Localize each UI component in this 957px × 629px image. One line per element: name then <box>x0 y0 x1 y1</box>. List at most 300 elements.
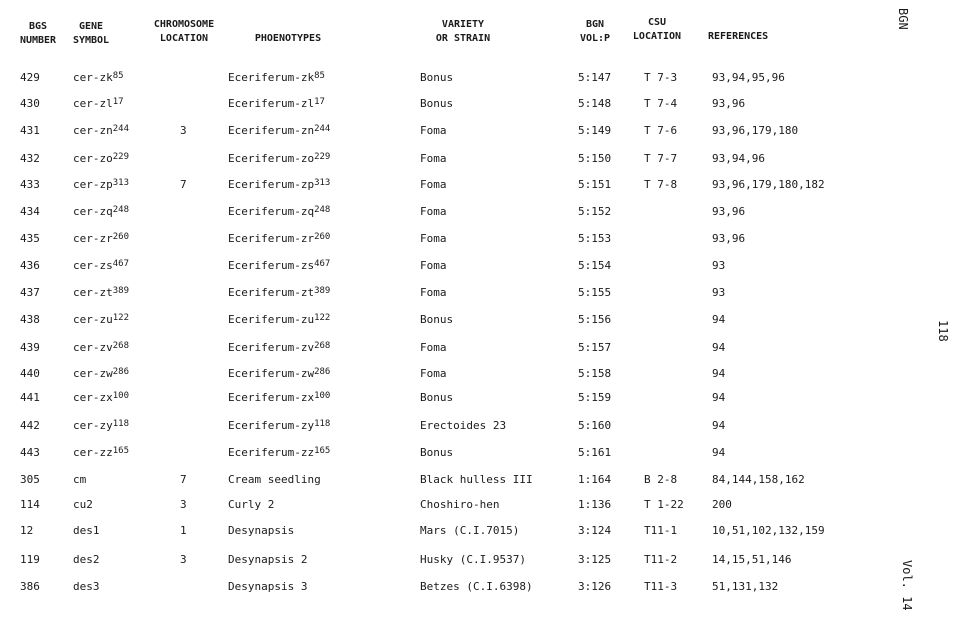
gene-symbol <box>73 580 100 593</box>
gene-symbol-text: cu2 <box>73 498 93 511</box>
bgn-volume-page-text: 5:150 <box>578 152 612 165</box>
phenotype <box>228 259 330 272</box>
phenotype <box>228 473 321 486</box>
bgn-volume-page <box>578 178 611 191</box>
gene-symbol-text: cer-zv <box>73 341 113 354</box>
gene-symbol-text: cer-zz <box>73 446 113 459</box>
header-line: CHROMOSOME <box>153 19 215 30</box>
gene-symbol <box>73 178 129 191</box>
phenotype-allele-superscript: 389 <box>314 286 331 296</box>
gene-symbol-text: cer-zx <box>73 391 113 404</box>
csu-location <box>644 498 684 511</box>
phenotype-allele-superscript: 286 <box>314 367 331 377</box>
variety-strain <box>420 286 447 299</box>
variety-strain <box>420 313 453 326</box>
header-line: OR STRAIN <box>435 33 491 44</box>
gene-symbol <box>73 259 129 272</box>
bgn-volume-page <box>578 367 611 380</box>
bgs-number-text: 434 <box>20 205 40 218</box>
phenotype <box>228 232 330 245</box>
references <box>712 553 791 566</box>
phenotype <box>228 446 330 459</box>
references-text: 94 <box>712 341 726 354</box>
gene-symbol <box>73 286 129 299</box>
chromosome-location-text: 7 <box>180 473 187 486</box>
variety-strain <box>420 391 453 404</box>
bgs-number <box>20 124 40 137</box>
gene-symbol <box>73 232 129 245</box>
bgs-number <box>20 205 40 218</box>
table-row <box>0 71 880 93</box>
csu-location-text: T11-3 <box>644 580 678 593</box>
chromosome-location-text: 3 <box>180 124 187 137</box>
bgs-number <box>20 71 40 84</box>
gene-symbol-text: cer-zl <box>73 97 113 110</box>
bgn-volume-page <box>578 286 611 299</box>
phenotype <box>228 286 330 299</box>
chromosome-location <box>180 553 187 566</box>
table-row <box>0 124 880 146</box>
chromosome-location <box>180 524 187 537</box>
gene-symbol-allele-superscript: 100 <box>112 391 130 401</box>
bgn-volume-page-text: 1:164 <box>578 473 612 486</box>
phenotype-text: Desynapsis 3 <box>228 580 308 593</box>
phenotype-text: Cream seedling <box>228 473 321 486</box>
phenotype-text: Eceriferum-zz <box>228 446 315 459</box>
table-row <box>0 97 880 119</box>
references <box>712 152 765 165</box>
phenotype-allele-superscript: 100 <box>314 391 331 401</box>
phenotype-allele-superscript: 260 <box>314 232 331 242</box>
phenotype <box>228 313 330 326</box>
bgn-volume-page-text: 5:153 <box>578 232 612 245</box>
variety-strain <box>420 419 506 432</box>
bgs-number-text: 12 <box>20 524 34 537</box>
references <box>712 367 725 380</box>
header-line: LOCATION <box>159 33 209 44</box>
table-row <box>0 580 880 602</box>
bgn-volume-page-text: 5:156 <box>578 313 612 326</box>
variety-strain-text: Bonus <box>420 446 454 459</box>
gene-symbol-allele-superscript: 244 <box>112 124 130 134</box>
header-gene-symbol <box>68 20 114 48</box>
chromosome-location <box>180 124 187 137</box>
phenotype-text: Eceriferum-zp <box>228 178 315 191</box>
header-csu-location <box>628 16 686 44</box>
gene-symbol <box>73 367 129 380</box>
table-row <box>0 524 880 546</box>
bgn-volume-page <box>578 498 611 511</box>
csu-location <box>644 152 677 165</box>
bgs-number-text: 431 <box>20 124 40 137</box>
csu-location <box>644 580 677 593</box>
table-row <box>0 286 880 308</box>
csu-location-text: B 2-8 <box>644 473 678 486</box>
bgs-number-text: 430 <box>20 97 40 110</box>
header-line: NUMBER <box>19 35 57 46</box>
csu-location-text: T 7-7 <box>644 152 678 165</box>
table-row <box>0 232 880 254</box>
csu-location <box>644 71 677 84</box>
phenotype <box>228 498 274 511</box>
phenotype-text: Desynapsis 2 <box>228 553 308 566</box>
gene-symbol <box>73 446 129 459</box>
gene-symbol <box>73 124 129 137</box>
phenotype-text: Eceriferum-zr <box>228 232 315 245</box>
references-text: 93,94,95,96 <box>712 71 785 84</box>
bgs-number-text: 436 <box>20 259 40 272</box>
bgs-number <box>20 580 40 593</box>
bgs-number <box>20 259 40 272</box>
header-line: REFERENCES <box>708 31 769 42</box>
bgs-number <box>20 553 40 566</box>
bgn-volume-page <box>578 205 611 218</box>
gene-symbol-allele-superscript: 313 <box>112 178 130 188</box>
variety-strain-text: Bonus <box>420 71 454 84</box>
variety-strain-text: Betzes (C.I.6398) <box>420 580 533 593</box>
gene-symbol <box>73 341 129 354</box>
chromosome-location <box>180 498 187 511</box>
variety-strain <box>420 473 533 486</box>
phenotype-text: Eceriferum-zw <box>228 367 315 380</box>
phenotype <box>228 367 330 380</box>
gene-symbol-allele-superscript: 165 <box>112 446 130 456</box>
table-row <box>0 205 880 227</box>
gene-symbol <box>73 419 129 432</box>
bgs-number <box>20 419 40 432</box>
variety-strain <box>420 97 453 110</box>
references <box>712 97 745 110</box>
bgs-number <box>20 473 40 486</box>
variety-strain-text: Black hulless III <box>420 473 533 486</box>
references <box>712 178 825 191</box>
header-bgs-number <box>16 20 60 48</box>
references <box>712 232 745 245</box>
csu-location <box>644 124 677 137</box>
header-chromosome-location <box>148 18 220 46</box>
csu-location <box>644 524 677 537</box>
header-bgn-volp <box>574 18 616 46</box>
table-row <box>0 553 880 575</box>
gene-symbol <box>73 97 124 110</box>
table-row <box>0 178 880 200</box>
bgn-volume-page-text: 5:151 <box>578 178 612 191</box>
csu-location <box>644 553 677 566</box>
references-text: 94 <box>712 313 726 326</box>
phenotype <box>228 341 330 354</box>
bgn-volume-page <box>578 473 611 486</box>
table-row <box>0 313 880 335</box>
gene-symbol-text: cer-zy <box>73 419 113 432</box>
bgn-volume-page <box>578 232 611 245</box>
bgn-volume-page <box>578 124 611 137</box>
chromosome-location <box>180 473 187 486</box>
table-row <box>0 259 880 281</box>
variety-strain <box>420 341 447 354</box>
csu-location-text: T 7-4 <box>644 97 678 110</box>
bgn-volume-page-text: 5:152 <box>578 205 612 218</box>
gene-symbol-allele-superscript: 248 <box>112 205 130 215</box>
references-text: 93,96 <box>712 232 746 245</box>
table-row <box>0 498 880 520</box>
chromosome-location-text: 3 <box>180 553 187 566</box>
references-text: 51,131,132 <box>712 580 779 593</box>
csu-location-text: T 7-3 <box>644 71 678 84</box>
bgn-volume-page-text: 5:158 <box>578 367 612 380</box>
table-row <box>0 391 880 413</box>
phenotype <box>228 205 330 218</box>
bgs-number-text: 119 <box>20 553 40 566</box>
references <box>712 446 725 459</box>
bgs-number <box>20 341 40 354</box>
bgn-volume-page-text: 1:136 <box>578 498 612 511</box>
variety-strain <box>420 71 453 84</box>
header-line: BGS <box>28 21 48 32</box>
variety-strain <box>420 205 447 218</box>
references-text: 94 <box>712 391 726 404</box>
gene-symbol-text: des1 <box>73 524 100 537</box>
bgn-volume-page-text: 5:147 <box>578 71 612 84</box>
phenotype-text: Eceriferum-zq <box>228 205 315 218</box>
gene-symbol-allele-superscript: 260 <box>112 232 130 242</box>
references-text: 93,96 <box>712 97 746 110</box>
gene-symbol <box>73 473 86 486</box>
csu-location-text: T 7-6 <box>644 124 678 137</box>
bgn-volume-page <box>578 391 611 404</box>
gene-symbol-allele-superscript: 118 <box>112 419 130 429</box>
bgs-number <box>20 524 33 537</box>
bgs-number <box>20 97 40 110</box>
gene-symbol <box>73 313 129 326</box>
gene-symbol-allele-superscript: 229 <box>112 152 130 162</box>
chromosome-location-text: 3 <box>180 498 187 511</box>
references <box>712 391 725 404</box>
phenotype <box>228 580 307 593</box>
references-text: 14,15,51,146 <box>712 553 792 566</box>
bgn-volume-page-text: 5:160 <box>578 419 612 432</box>
bgs-number <box>20 313 40 326</box>
header-line: LOCATION <box>632 31 682 42</box>
header-line: PHOENOTYPES <box>254 33 322 44</box>
gene-symbol-allele-superscript: 389 <box>112 286 130 296</box>
bgs-number <box>20 152 40 165</box>
variety-strain-text: Foma <box>420 178 447 191</box>
gene-symbol-allele-superscript: 268 <box>112 341 130 351</box>
references-text: 93,96,179,180 <box>712 124 799 137</box>
csu-location <box>644 178 677 191</box>
bgn-volume-page <box>578 446 611 459</box>
references-text: 10,51,102,132,159 <box>712 524 825 537</box>
bgn-volume-page <box>578 553 611 566</box>
header-line: GENE <box>78 21 104 32</box>
variety-strain-text: Foma <box>420 367 447 380</box>
phenotype-text: Eceriferum-zs <box>228 259 315 272</box>
phenotype <box>228 524 294 537</box>
phenotype <box>228 97 325 110</box>
variety-strain-text: Bonus <box>420 391 454 404</box>
phenotype-allele-superscript: 122 <box>314 313 331 323</box>
phenotype <box>228 124 330 137</box>
gene-symbol-text: cer-zo <box>73 152 113 165</box>
gene-symbol-text: cer-zq <box>73 205 113 218</box>
bgs-number-text: 440 <box>20 367 40 380</box>
references-text: 200 <box>712 498 732 511</box>
references-text: 94 <box>712 446 726 459</box>
bgn-volume-page-text: 5:155 <box>578 286 612 299</box>
references <box>712 259 725 272</box>
variety-strain <box>420 524 519 537</box>
variety-strain-text: Choshiro-hen <box>420 498 500 511</box>
bgs-number-text: 433 <box>20 178 40 191</box>
references <box>712 313 725 326</box>
table-row <box>0 446 880 468</box>
phenotype <box>228 391 330 404</box>
phenotype <box>228 71 325 84</box>
bgs-number-text: 443 <box>20 446 40 459</box>
references-text: 93,96 <box>712 205 746 218</box>
phenotype-text: Desynapsis <box>228 524 295 537</box>
bgs-number-text: 114 <box>20 498 40 511</box>
bgn-volume-page <box>578 152 611 165</box>
variety-strain-text: Bonus <box>420 313 454 326</box>
gene-symbol <box>73 391 129 404</box>
volume-label: Vol. 14 <box>900 560 914 611</box>
references <box>712 498 732 511</box>
references-text: 93 <box>712 286 726 299</box>
bgn-volume-page-text: 5:149 <box>578 124 612 137</box>
bgs-number <box>20 286 40 299</box>
bgn-volume-page <box>578 259 611 272</box>
references-text: 94 <box>712 367 726 380</box>
variety-strain-text: Bonus <box>420 97 454 110</box>
gene-symbol-allele-superscript: 85 <box>112 71 124 81</box>
phenotype-allele-superscript: 118 <box>314 419 331 429</box>
bgs-number-text: 432 <box>20 152 40 165</box>
variety-strain <box>420 498 499 511</box>
phenotype-text: Eceriferum-zy <box>228 419 315 432</box>
csu-location-text: T11-2 <box>644 553 678 566</box>
bgs-number <box>20 367 40 380</box>
references <box>712 419 725 432</box>
header-phenotypes <box>250 32 326 46</box>
header-line: VOL:P <box>579 33 611 44</box>
gene-symbol-text: cer-zt <box>73 286 113 299</box>
phenotype-text: Eceriferum-zn <box>228 124 315 137</box>
references-text: 93 <box>712 259 726 272</box>
bgn-volume-page <box>578 524 611 537</box>
phenotype-allele-superscript: 248 <box>314 205 331 215</box>
chromosome-location-text: 7 <box>180 178 187 191</box>
gene-symbol-text: cer-zw <box>73 367 113 380</box>
gene-symbol-allele-superscript: 17 <box>112 97 124 107</box>
csu-location-text: T 1-22 <box>644 498 684 511</box>
csu-location <box>644 473 677 486</box>
variety-strain-text: Foma <box>420 232 447 245</box>
journal-label: BGN <box>896 8 910 30</box>
gene-symbol-text: cer-zs <box>73 259 113 272</box>
page-number: 118 <box>936 320 950 342</box>
variety-strain-text: Erectoides 23 <box>420 419 507 432</box>
references-text: 93,96,179,180,182 <box>712 178 825 191</box>
gene-symbol <box>73 553 100 566</box>
variety-strain <box>420 553 526 566</box>
phenotype-allele-superscript: 467 <box>314 259 331 269</box>
phenotype-text: Eceriferum-zv <box>228 341 315 354</box>
variety-strain-text: Foma <box>420 152 447 165</box>
bgn-volume-page-text: 5:148 <box>578 97 612 110</box>
csu-location-text: T 7-8 <box>644 178 678 191</box>
table-row <box>0 367 880 389</box>
gene-symbol-text: cer-zu <box>73 313 113 326</box>
phenotype-text: Curly 2 <box>228 498 275 511</box>
header-line: SYMBOL <box>72 35 110 46</box>
bgn-volume-page <box>578 97 611 110</box>
phenotype-allele-superscript: 165 <box>314 446 331 456</box>
bgn-volume-page-text: 3:125 <box>578 553 612 566</box>
variety-strain <box>420 124 447 137</box>
bgs-number <box>20 178 40 191</box>
bgs-number-text: 437 <box>20 286 40 299</box>
phenotype-text: Eceriferum-zk <box>228 71 315 84</box>
gene-symbol-allele-superscript: 122 <box>112 313 130 323</box>
variety-strain <box>420 580 533 593</box>
header-line: BGN <box>585 19 605 30</box>
gene-symbol <box>73 498 93 511</box>
variety-strain <box>420 367 447 380</box>
variety-strain-text: Foma <box>420 341 447 354</box>
bgs-number <box>20 391 40 404</box>
references <box>712 341 725 354</box>
bgn-volume-page <box>578 71 611 84</box>
bgn-volume-page-text: 3:126 <box>578 580 612 593</box>
phenotype <box>228 553 307 566</box>
bgs-number <box>20 446 40 459</box>
bgs-number-text: 441 <box>20 391 40 404</box>
references-text: 94 <box>712 419 726 432</box>
bgs-number-text: 435 <box>20 232 40 245</box>
phenotype <box>228 419 330 432</box>
variety-strain <box>420 232 447 245</box>
chromosome-location <box>180 178 187 191</box>
references-text: 84,144,158,162 <box>712 473 805 486</box>
references <box>712 524 825 537</box>
phenotype-allele-superscript: 313 <box>314 178 331 188</box>
bgs-number-text: 442 <box>20 419 40 432</box>
references <box>712 124 798 137</box>
header-references <box>708 30 780 44</box>
csu-location <box>644 97 677 110</box>
gene-symbol-text: cer-zn <box>73 124 113 137</box>
variety-strain <box>420 152 447 165</box>
variety-strain-text: Foma <box>420 205 447 218</box>
variety-strain-text: Foma <box>420 286 447 299</box>
references <box>712 205 745 218</box>
references-text: 93,94,96 <box>712 152 765 165</box>
header-line: VARIETY <box>441 19 485 30</box>
phenotype-allele-superscript: 229 <box>314 152 331 162</box>
bgs-number-text: 438 <box>20 313 40 326</box>
bgn-volume-page-text: 5:161 <box>578 446 612 459</box>
phenotype-text: Eceriferum-zu <box>228 313 315 326</box>
gene-symbol-text: des3 <box>73 580 100 593</box>
gene-symbol <box>73 524 100 537</box>
gene-symbol-allele-superscript: 286 <box>112 367 130 377</box>
variety-strain-text: Mars (C.I.7015) <box>420 524 520 537</box>
variety-strain-text: Foma <box>420 259 447 272</box>
bgn-volume-page <box>578 580 611 593</box>
bgs-number <box>20 498 40 511</box>
gene-symbol-text: cer-zp <box>73 178 113 191</box>
